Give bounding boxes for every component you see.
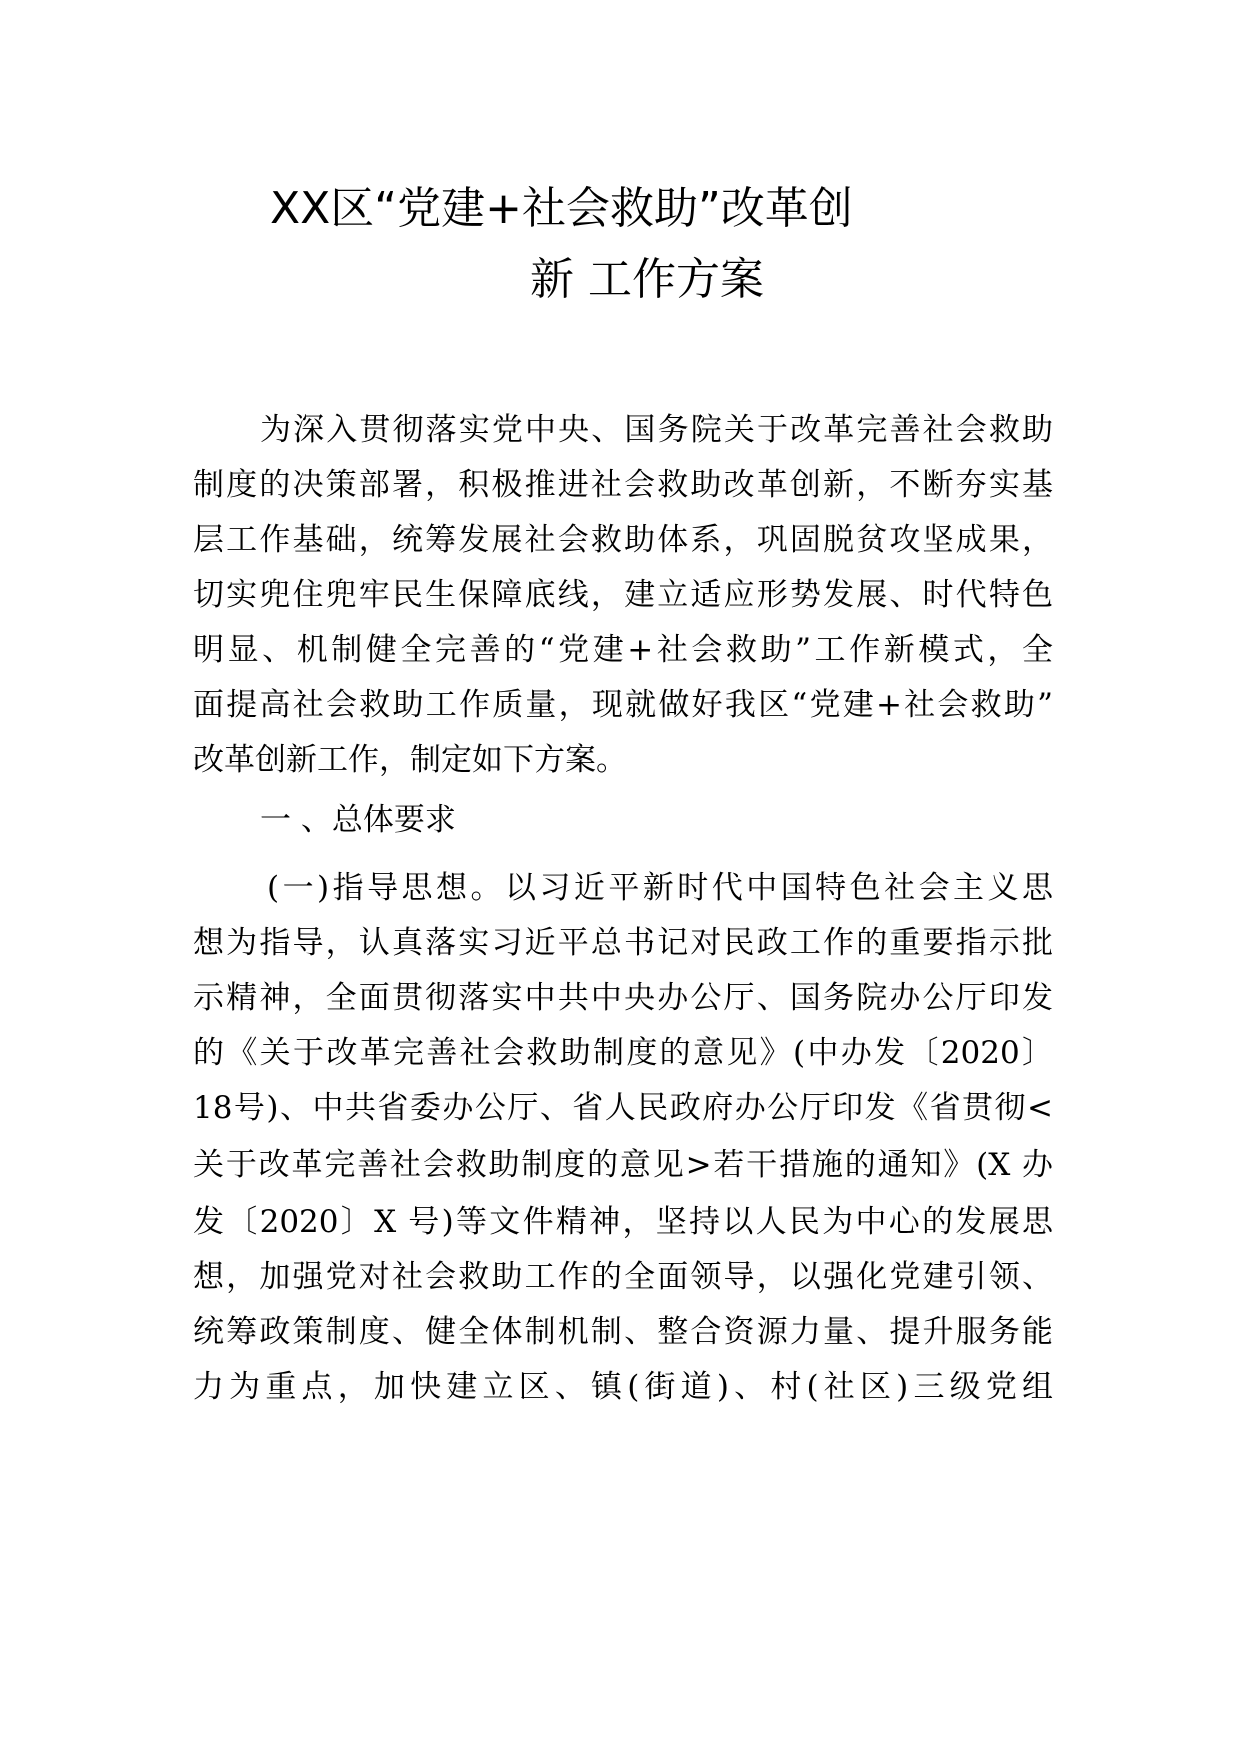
paragraph-line: 的《关于改革完善社会救助制度的意见》(中办发〔2020〕 — [193, 1035, 1053, 1071]
paragraph-line: 统筹政策制度、健全体制机制、整合资源力量、提升服务能 — [193, 1314, 1053, 1350]
paragraph-line: 制度的决策部署，积极推进社会救助改革创新，不断夯实基 — [193, 467, 1053, 503]
paragraph-line: 为深入贯彻落实党中央、国务院关于改革完善社会救助 — [260, 412, 1053, 448]
paragraph-line: 18号)、中共省委办公厅、省人民政府办公厅印发《省贯彻< — [193, 1090, 1053, 1126]
paragraph-line: 想为指导，认真落实习近平总书记对民政工作的重要指示批 — [193, 925, 1053, 961]
document-title-line-2: 新 工作方案 — [530, 254, 764, 305]
paragraph-line: 示精神，全面贯彻落实中共中央办公厅、国务院办公厅印发 — [193, 980, 1053, 1016]
paragraph-line: 力为重点，加快建立区、镇(街道)、村(社区)三级党组 — [193, 1369, 1053, 1405]
paragraph-line: 层工作基础，统筹发展社会救助体系，巩固脱贫攻坚成果， — [193, 522, 1053, 558]
paragraph-line: 改革创新工作，制定如下方案。 — [193, 742, 627, 778]
paragraph-line: (一)指导思想。以习近平新时代中国特色社会主义思 — [267, 870, 1053, 906]
paragraph-line: 想，加强党对社会救助工作的全面领导，以强化党建引领、 — [193, 1259, 1053, 1295]
paragraph-line: 面提高社会救助工作质量，现就做好我区“党建+社会救助” — [193, 687, 1053, 723]
document-title-line-1: XX区“党建+社会救助”改革创 — [270, 183, 853, 234]
section-heading: 一 、总体要求 — [260, 802, 456, 838]
paragraph-line: 关于改革完善社会救助制度的意见>若干措施的通知》(X 办 — [193, 1147, 1053, 1183]
paragraph-line: 切实兜住兜牢民生保障底线，建立适应形势发展、时代特色 — [193, 577, 1053, 613]
paragraph-line: 发〔2020〕X 号)等文件精神，坚持以人民为中心的发展思 — [193, 1204, 1053, 1240]
paragraph-line: 明显、机制健全完善的“党建+社会救助”工作新模式，全 — [193, 632, 1053, 668]
